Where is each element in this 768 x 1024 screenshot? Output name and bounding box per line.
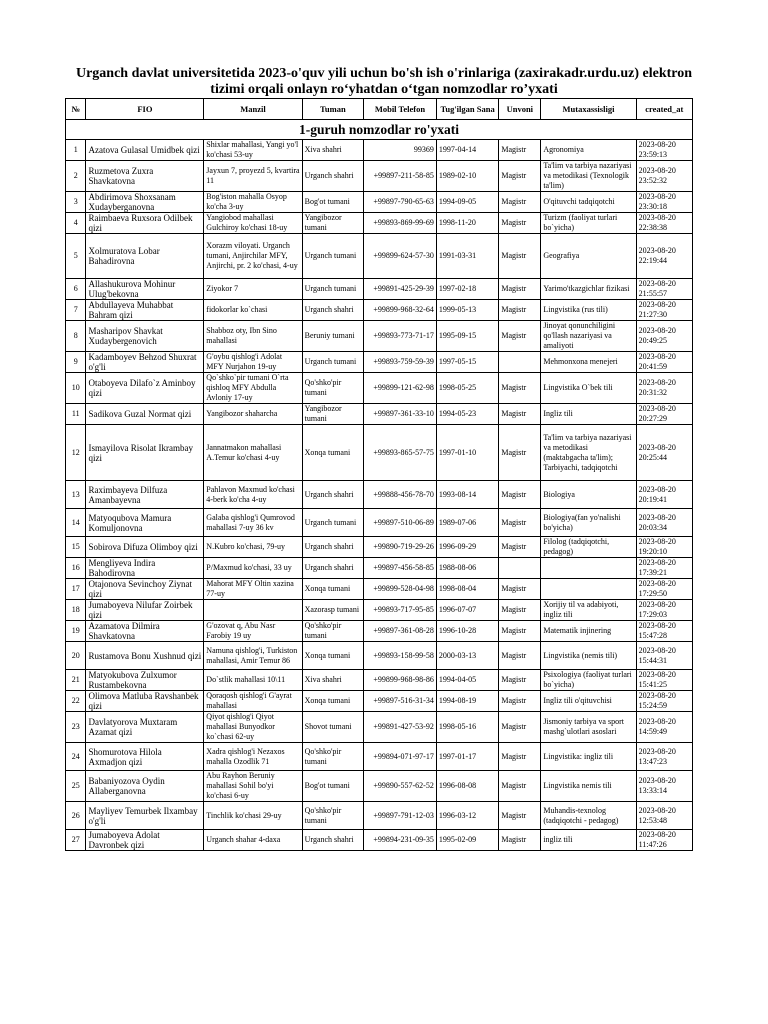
cell-num: 24 (66, 743, 86, 771)
cell-num: 22 (66, 691, 86, 712)
cell-address: Qoraqosh qishlog'i G'ayrat mahallasi (204, 691, 302, 712)
cell-specialty: ingliz tili (541, 830, 636, 851)
cell-title: Magistr (499, 642, 541, 670)
cell-phone: +99893-869-99-69 (364, 213, 437, 234)
table-row (66, 600, 693, 621)
cell-created: 2023-08-20 15:41:25 (636, 670, 692, 691)
cell-birth: 1997-05-15 (436, 352, 498, 373)
cell-title (499, 352, 541, 373)
cell-created: 2023-08-20 17:29:50 (636, 579, 692, 600)
table-row (66, 537, 693, 558)
cell-specialty: Lingvistika O`bek tili (541, 373, 636, 404)
cell-phone: +99890-557-62-52 (364, 771, 437, 802)
cell-district: Urganch tumani (302, 234, 363, 279)
cell-fio: Davlatyorova Muxtaram Azamat qizi (86, 712, 204, 743)
cell-phone: +99893-773-71-17 (364, 321, 437, 352)
cell-specialty: Agronomiya (541, 140, 636, 161)
cell-fio: Raimbaeva Ruxsora Odilbek qizi (86, 213, 204, 234)
col-header-birth: Tug'ilgan Sana (436, 99, 498, 120)
cell-district: Urganch shahri (302, 481, 363, 509)
cell-specialty: Yarimo'tkazgichlar fizikasi (541, 279, 636, 300)
cell-birth: 1996-09-29 (436, 537, 498, 558)
cell-address: Xadra qishlog'i Nezaxos mahalla Ozodlik 71 (204, 743, 302, 771)
cell-fio: Raximbayeva Dilfuza Amanbayevna (86, 481, 204, 509)
cell-fio: Shomurotova Hilola Axmadjon qizi (86, 743, 204, 771)
cell-created: 2023-08-20 21:27:30 (636, 300, 692, 321)
cell-specialty: Ta'lim va tarbiya nazariyasi va metodikasi (Texnologik ta'lim) (541, 161, 636, 192)
cell-address: Mahorat MFY Oltin xazina 77-uy (204, 579, 302, 600)
cell-created: 2023-08-20 20:03:34 (636, 509, 692, 537)
cell-fio: Azatova Gulasal Umidbek qizi (86, 140, 204, 161)
cell-created: 2023-08-20 20:27:29 (636, 404, 692, 425)
cell-fio: Matyokubova Zulxumor Rustambekovna (86, 670, 204, 691)
cell-created: 2023-08-20 20:31:32 (636, 373, 692, 404)
col-header-num: № (66, 99, 86, 120)
cell-birth: 1997-01-17 (436, 743, 498, 771)
cell-birth: 1997-01-10 (436, 425, 498, 481)
cell-district: Urganch tumani (302, 279, 363, 300)
cell-address: Tinchlik ko'chasi 29-uy (204, 802, 302, 830)
cell-address: G'ozovat q, Abu Nasr Farobiy 19 uy (204, 621, 302, 642)
cell-created: 2023-08-20 17:39:21 (636, 558, 692, 579)
cell-address: Bog'iston mahalla Osyop ko'cha 3-uy (204, 192, 302, 213)
cell-district: Urganch shahri (302, 537, 363, 558)
cell-district: Xiva shahri (302, 670, 363, 691)
cell-specialty: Lingvistika (rus tili) (541, 300, 636, 321)
cell-created: 2023-08-20 14:59:49 (636, 712, 692, 743)
cell-address: Shabboz oty, Ibn Sino mahallasi (204, 321, 302, 352)
table-row (66, 352, 693, 373)
cell-fio: Kadamboyev Behzod Shuxrat o'g'li (86, 352, 204, 373)
cell-phone: +99894-071-97-17 (364, 743, 437, 771)
cell-specialty: Jismoniy tarbiya va sport mashg`ulotlari asoslari (541, 712, 636, 743)
cell-title: Magistr (499, 140, 541, 161)
cell-num: 26 (66, 802, 86, 830)
cell-title: Magistr (499, 670, 541, 691)
cell-phone: 99369 (364, 140, 437, 161)
cell-created: 2023-08-20 20:19:41 (636, 481, 692, 509)
cell-fio: Otajonova Sevinchoy Ziynat qizi (86, 579, 204, 600)
cell-title: Magistr (499, 321, 541, 352)
group-row (66, 120, 693, 140)
cell-birth: 1994-08-19 (436, 691, 498, 712)
page-title-line-1: Urganch davlat universitetida 2023-o'quv yili uchun bo'sh ish o'rinlariga (zaxirakadr.urdu.uz) elektron (75, 66, 693, 81)
table-row (66, 771, 693, 802)
table-row (66, 404, 693, 425)
cell-created: 2023-08-20 20:41:59 (636, 352, 692, 373)
cell-fio: Ismayilova Risolat Ikrambay qizi (86, 425, 204, 481)
cell-num: 16 (66, 558, 86, 579)
cell-address: Do`stlik mahallasi 10\11 (204, 670, 302, 691)
cell-fio: Rustamova Bonu Xushnud qizi (86, 642, 204, 670)
cell-phone: +99891-427-53-92 (364, 712, 437, 743)
cell-title: Magistr (499, 600, 541, 621)
group-title: 1-guruh nomzodlar ro'yxati (66, 120, 693, 140)
cell-address: G'oybu qishlog'i Adolat MFY Nurjahon 19-uy (204, 352, 302, 373)
cell-title: Magistr (499, 425, 541, 481)
table-row (66, 670, 693, 691)
cell-birth: 1989-07-06 (436, 509, 498, 537)
cell-created: 2023-08-20 12:53:48 (636, 802, 692, 830)
cell-phone: +99899-624-57-30 (364, 234, 437, 279)
cell-birth: 1993-08-14 (436, 481, 498, 509)
table-body (66, 120, 693, 851)
cell-fio: Babaniyozova Oydin Allaberganovna (86, 771, 204, 802)
cell-birth: 1994-09-05 (436, 192, 498, 213)
cell-title: Magistr (499, 279, 541, 300)
cell-phone: +99897-211-58-85 (364, 161, 437, 192)
table-row (66, 558, 693, 579)
table-row (66, 192, 693, 213)
cell-district: Urganch tumani (302, 509, 363, 537)
cell-num: 25 (66, 771, 86, 802)
cell-title: Magistr (499, 537, 541, 558)
cell-specialty: Matematik injinering (541, 621, 636, 642)
cell-birth: 1994-04-05 (436, 670, 498, 691)
cell-phone: +99891-425-29-39 (364, 279, 437, 300)
cell-district: Urganch shahri (302, 161, 363, 192)
cell-phone: +99890-719-29-26 (364, 537, 437, 558)
col-header-fio: FIO (86, 99, 204, 120)
cell-district: Xonqa tumani (302, 425, 363, 481)
cell-district: Xiva shahri (302, 140, 363, 161)
cell-birth: 1998-11-20 (436, 213, 498, 234)
table-row (66, 621, 693, 642)
cell-specialty: Xorijiy til va adabiyoti, ingliz tili (541, 600, 636, 621)
cell-birth: 1996-08-08 (436, 771, 498, 802)
cell-created: 2023-08-20 13:33:14 (636, 771, 692, 802)
cell-phone: +99897-510-06-89 (364, 509, 437, 537)
table-row (66, 830, 693, 851)
cell-birth: 1989-02-10 (436, 161, 498, 192)
cell-created: 2023-08-20 20:25:44 (636, 425, 692, 481)
table-row (66, 712, 693, 743)
table-row (66, 321, 693, 352)
cell-title (499, 558, 541, 579)
cell-num: 18 (66, 600, 86, 621)
cell-created: 2023-08-20 15:47:28 (636, 621, 692, 642)
cell-birth: 1994-05-23 (436, 404, 498, 425)
cell-phone: +99899-968-98-86 (364, 670, 437, 691)
table-row (66, 642, 693, 670)
cell-district: Xonqa tumani (302, 579, 363, 600)
candidates-table (65, 98, 693, 851)
cell-address: Jayxun 7, proyezd 5, kvartira 11 (204, 161, 302, 192)
table-row (66, 279, 693, 300)
cell-created: 2023-08-20 21:55:57 (636, 279, 692, 300)
cell-district: Bog'ot tumani (302, 192, 363, 213)
cell-address: Qiyot qishlog'i Qiyot mahallasi Bunyodkor ko`chasi 62-uy (204, 712, 302, 743)
cell-title: Magistr (499, 621, 541, 642)
cell-birth: 1997-04-14 (436, 140, 498, 161)
cell-fio: Olimova Matluba Ravshanbek qizi (86, 691, 204, 712)
col-header-created: created_at (636, 99, 692, 120)
cell-created: 2023-08-20 15:44:31 (636, 642, 692, 670)
cell-title: Magistr (499, 802, 541, 830)
cell-fio: Mengliyeva Indira Bahodirovna (86, 558, 204, 579)
cell-address: Jannatmakon mahallasi A.Temur ko'chasi 4-uy (204, 425, 302, 481)
cell-address: Pahlavon Maxmud ko'chasi 4-berk ko'cha 4-uy (204, 481, 302, 509)
cell-phone: +99893-759-59-39 (364, 352, 437, 373)
cell-specialty: Lingvistika: ingliz tili (541, 743, 636, 771)
cell-address: Xorazm viloyati. Urganch tumani, Anjirchilar MFY, Anjirchi, pr. 2 ko'chasi, 4-uy (204, 234, 302, 279)
table-row (66, 481, 693, 509)
cell-fio: Sobirova Difuza Olimboy qizi (86, 537, 204, 558)
cell-district: Xazorasp tumani (302, 600, 363, 621)
page-title (20, 66, 748, 98)
cell-address: Ziyokor 7 (204, 279, 302, 300)
cell-phone: +99897-361-33-10 (364, 404, 437, 425)
col-header-specialty: Mutaxassisligi (541, 99, 636, 120)
table-row (66, 140, 693, 161)
cell-fio: Otaboyeva Dilafo`z Aminboy qizi (86, 373, 204, 404)
col-header-phone: Mobil Telefon (364, 99, 437, 120)
cell-specialty: Lingvistika (nemis tili) (541, 642, 636, 670)
cell-birth: 1996-07-07 (436, 600, 498, 621)
table-row (66, 579, 693, 600)
cell-created: 2023-08-20 22:38:38 (636, 213, 692, 234)
cell-created: 2023-08-20 13:47:23 (636, 743, 692, 771)
cell-title: Magistr (499, 192, 541, 213)
cell-phone: +99899-121-62-98 (364, 373, 437, 404)
cell-phone: +99893-717-95-85 (364, 600, 437, 621)
cell-phone: +99899-528-04-98 (364, 579, 437, 600)
table-row (66, 213, 693, 234)
cell-district: Bog'ot tumani (302, 771, 363, 802)
cell-birth: 1996-10-28 (436, 621, 498, 642)
cell-num: 3 (66, 192, 86, 213)
cell-specialty: Ta'lim va tarbiya nazariyasi va metodikasi (maktabgacha ta'lim); Tarbiyachi, tadqiqotchi (541, 425, 636, 481)
cell-num: 9 (66, 352, 86, 373)
cell-address: Galaba qishlog'i Qumrovod mahallasi 7-uy 36 kv (204, 509, 302, 537)
cell-district: Shovot tumani (302, 712, 363, 743)
cell-phone: +99897-790-65-63 (364, 192, 437, 213)
cell-district: Qo'shko'pir tumani (302, 802, 363, 830)
cell-district: Urganch tumani (302, 352, 363, 373)
cell-specialty (541, 579, 636, 600)
cell-phone: +99888-456-78-70 (364, 481, 437, 509)
cell-address: Abu Rayhon Beruniy mahallasi Sohil bo'yi ko'chasi 6-uy (204, 771, 302, 802)
cell-district: Qo'shko'pir tumani (302, 621, 363, 642)
col-header-title: Unvoni (499, 99, 541, 120)
cell-fio: Abdirimova Shoxsanam Xudayberganovna (86, 192, 204, 213)
cell-num: 11 (66, 404, 86, 425)
cell-specialty: Mehmonxona menejeri (541, 352, 636, 373)
cell-specialty: Filolog (tadqiqotchi, pedagog) (541, 537, 636, 558)
cell-title: Magistr (499, 213, 541, 234)
cell-fio: Matyoqubova Mamura Komuljonovna (86, 509, 204, 537)
cell-num: 17 (66, 579, 86, 600)
table-row (66, 300, 693, 321)
cell-district: Xonqa tumani (302, 691, 363, 712)
cell-title: Magistr (499, 712, 541, 743)
cell-created: 2023-08-20 23:59:13 (636, 140, 692, 161)
cell-birth: 1999-05-13 (436, 300, 498, 321)
cell-specialty: Geografiya (541, 234, 636, 279)
cell-birth: 1997-02-18 (436, 279, 498, 300)
cell-district: Qo'shko'pir tumani (302, 373, 363, 404)
cell-title: Magistr (499, 373, 541, 404)
table-row (66, 691, 693, 712)
cell-title: Magistr (499, 234, 541, 279)
cell-fio: Ruzmetova Zuxra Shavkatovna (86, 161, 204, 192)
cell-title: Magistr (499, 161, 541, 192)
cell-num: 20 (66, 642, 86, 670)
table-row (66, 373, 693, 404)
cell-specialty: Ingliz tili (541, 404, 636, 425)
cell-address (204, 600, 302, 621)
cell-created: 2023-08-20 19:20:10 (636, 537, 692, 558)
cell-birth: 1998-08-04 (436, 579, 498, 600)
cell-fio: Xolmuratova Lobar Bahadirovna (86, 234, 204, 279)
table-row (66, 802, 693, 830)
cell-specialty: Muhandis-texnolog (tadqiqotchi - pedagog) (541, 802, 636, 830)
cell-specialty: Ingliz tili o'qituvchisi (541, 691, 636, 712)
cell-birth: 1998-05-25 (436, 373, 498, 404)
cell-specialty: Lingvistika nemis tili (541, 771, 636, 802)
cell-address: fidokorlar ko`chasi (204, 300, 302, 321)
cell-created: 2023-08-20 15:24:59 (636, 691, 692, 712)
table-row (66, 161, 693, 192)
cell-specialty: Turizm (faoliyat turlari bo`yicha) (541, 213, 636, 234)
cell-specialty: Psixologiya (faoliyat turlari bo`yicha) (541, 670, 636, 691)
cell-phone: +99893-158-99-58 (364, 642, 437, 670)
cell-num: 15 (66, 537, 86, 558)
cell-num: 12 (66, 425, 86, 481)
cell-num: 8 (66, 321, 86, 352)
cell-num: 5 (66, 234, 86, 279)
cell-created: 2023-08-20 11:47:26 (636, 830, 692, 851)
cell-phone: +99897-361-08-28 (364, 621, 437, 642)
cell-created: 2023-08-20 23:52:32 (636, 161, 692, 192)
cell-num: 21 (66, 670, 86, 691)
cell-title: Magistr (499, 509, 541, 537)
cell-district: Urganch shahri (302, 830, 363, 851)
cell-num: 10 (66, 373, 86, 404)
cell-num: 7 (66, 300, 86, 321)
col-header-district: Tuman (302, 99, 363, 120)
cell-fio: Jumaboyeva Adolat Davronbek qizi (86, 830, 204, 851)
cell-district: Urganch shahri (302, 558, 363, 579)
cell-created: 2023-08-20 20:49:25 (636, 321, 692, 352)
cell-address: Urganch shahar 4-daxa (204, 830, 302, 851)
cell-birth: 2000-03-13 (436, 642, 498, 670)
page-title-line-2: tizimi orqali onlayn ro‘yhatdan o‘tgan nomzodlar ro’yxati (210, 82, 558, 97)
table-row (66, 425, 693, 481)
cell-title: Magistr (499, 771, 541, 802)
col-header-address: Manzil (204, 99, 302, 120)
cell-num: 14 (66, 509, 86, 537)
cell-phone: +99894-231-09-35 (364, 830, 437, 851)
cell-specialty: Jinoyat qonunchiligini qo'llash nazariyasi va amaliyoti (541, 321, 636, 352)
cell-num: 27 (66, 830, 86, 851)
cell-address: Yangibozor shaharcha (204, 404, 302, 425)
cell-phone: +99899-968-32-64 (364, 300, 437, 321)
cell-num: 13 (66, 481, 86, 509)
table-row (66, 234, 693, 279)
cell-title: Magistr (499, 830, 541, 851)
cell-address: Yangiobod mahallasi Gulchiroy ko'chasi 18-uy (204, 213, 302, 234)
cell-num: 4 (66, 213, 86, 234)
cell-birth: 1988-08-06 (436, 558, 498, 579)
table-row (66, 743, 693, 771)
cell-birth: 1995-09-15 (436, 321, 498, 352)
table-row (66, 509, 693, 537)
cell-specialty (541, 558, 636, 579)
cell-fio: Allashukurova Mohinur Ulug'bekovna (86, 279, 204, 300)
cell-phone: +99897-516-31-34 (364, 691, 437, 712)
cell-created: 2023-08-20 23:30:18 (636, 192, 692, 213)
cell-specialty: Biologiya (541, 481, 636, 509)
cell-title: Magistr (499, 300, 541, 321)
cell-address: Qo`shko`pir tumani O`rta qishloq MFY Abdulla Avloniy 17-uy (204, 373, 302, 404)
cell-fio: Sadikova Guzal Normat qizi (86, 404, 204, 425)
cell-title: Magistr (499, 404, 541, 425)
cell-title: Magistr (499, 743, 541, 771)
cell-address: N.Kubro ko'chasi, 79-uy (204, 537, 302, 558)
cell-num: 23 (66, 712, 86, 743)
cell-district: Beruniy tumani (302, 321, 363, 352)
cell-district: Yangibozor tumani (302, 404, 363, 425)
cell-title: Magistr (499, 691, 541, 712)
cell-num: 6 (66, 279, 86, 300)
cell-birth: 1996-03-12 (436, 802, 498, 830)
cell-num: 2 (66, 161, 86, 192)
cell-created: 2023-08-20 22:19:44 (636, 234, 692, 279)
cell-district: Qo'shko'pir tumani (302, 743, 363, 771)
cell-district: Yangibozor tumani (302, 213, 363, 234)
cell-fio: Abdullayeva Muhabbat Bahram qizi (86, 300, 204, 321)
cell-birth: 1991-03-31 (436, 234, 498, 279)
cell-address: Namuna qishlog'i, Turkiston mahallasi, Amir Temur 86 (204, 642, 302, 670)
cell-specialty: Biologiya(fan yo'nalishi bo'yicha) (541, 509, 636, 537)
cell-fio: Azamatova Dilmira Shavkatovna (86, 621, 204, 642)
cell-phone: +99897-791-12-03 (364, 802, 437, 830)
cell-birth: 1995-02-09 (436, 830, 498, 851)
cell-phone: +99893-865-57-75 (364, 425, 437, 481)
cell-district: Xonqa tumani (302, 642, 363, 670)
cell-address: P/Maxmud ko'chasi, 33 uy (204, 558, 302, 579)
cell-fio: Masharipov Shavkat Xudaybergenovich (86, 321, 204, 352)
cell-address: Shixlar mahallasi, Yangi yo'l ko'chasi 53-uy (204, 140, 302, 161)
cell-fio: Jumaboyeva Nilufar Zoirbek qizi (86, 600, 204, 621)
table-header-row (66, 99, 693, 120)
cell-created: 2023-08-20 17:29:03 (636, 600, 692, 621)
cell-district: Urganch shahri (302, 300, 363, 321)
cell-fio: Mayliyev Temurbek Ilxambay o'g'li (86, 802, 204, 830)
cell-title: Magistr (499, 579, 541, 600)
cell-num: 19 (66, 621, 86, 642)
cell-num: 1 (66, 140, 86, 161)
cell-phone: +99897-456-58-85 (364, 558, 437, 579)
cell-birth: 1998-05-16 (436, 712, 498, 743)
cell-specialty: O'qituvchi tadqiqotchi (541, 192, 636, 213)
cell-title: Magistr (499, 481, 541, 509)
